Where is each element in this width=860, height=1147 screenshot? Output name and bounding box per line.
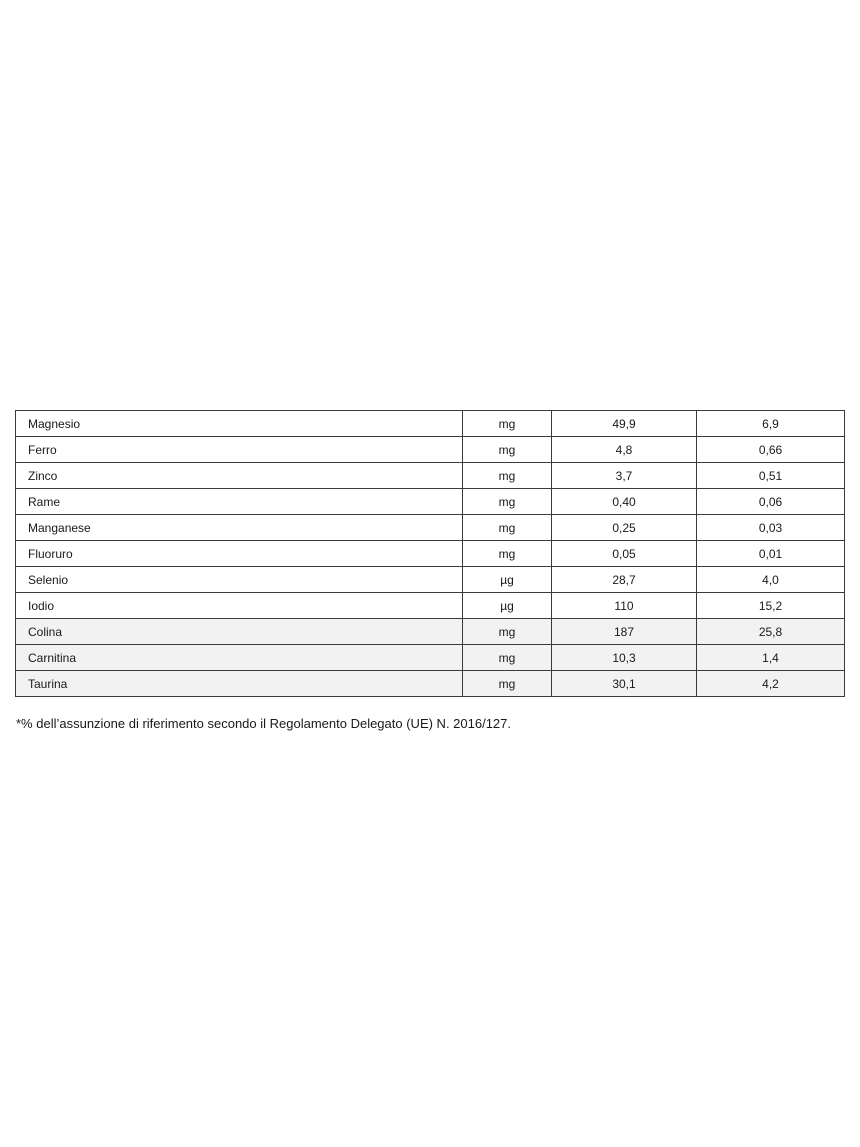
amount-cell: 4,8 [552, 437, 697, 463]
nutrient-name-cell: Manganese [16, 515, 463, 541]
table-row [16, 489, 845, 515]
nutrient-name-cell: Fluoruro [16, 541, 463, 567]
table-row [16, 437, 845, 463]
unit-cell: mg [463, 489, 552, 515]
amount-cell: 110 [552, 593, 697, 619]
table-row [16, 619, 845, 645]
reference-intake-percent-cell: 1,4 [697, 645, 845, 671]
reference-intake-percent-cell: 6,9 [697, 411, 845, 437]
unit-cell: µg [463, 593, 552, 619]
table-row [16, 567, 845, 593]
nutrient-name-cell: Iodio [16, 593, 463, 619]
table-row [16, 645, 845, 671]
unit-cell: µg [463, 567, 552, 593]
reference-intake-percent-cell: 0,66 [697, 437, 845, 463]
nutrient-name-cell: Magnesio [16, 411, 463, 437]
table-row [16, 593, 845, 619]
unit-cell: mg [463, 541, 552, 567]
table-row [16, 411, 845, 437]
unit-cell: mg [463, 515, 552, 541]
unit-cell: mg [463, 671, 552, 697]
unit-cell: mg [463, 437, 552, 463]
reference-intake-footnote: *% dell’assunzione di riferimento secondo il Regolamento Delegato (UE) N. 2016/127. [16, 716, 511, 731]
nutrient-table [15, 410, 845, 697]
amount-cell: 10,3 [552, 645, 697, 671]
amount-cell: 0,25 [552, 515, 697, 541]
amount-cell: 3,7 [552, 463, 697, 489]
reference-intake-percent-cell: 0,51 [697, 463, 845, 489]
table-row [16, 463, 845, 489]
amount-cell: 30,1 [552, 671, 697, 697]
nutrient-name-cell: Carnitina [16, 645, 463, 671]
amount-cell: 0,05 [552, 541, 697, 567]
nutrient-name-cell: Taurina [16, 671, 463, 697]
reference-intake-percent-cell: 15,2 [697, 593, 845, 619]
reference-intake-percent-cell: 25,8 [697, 619, 845, 645]
amount-cell: 0,40 [552, 489, 697, 515]
table-row [16, 541, 845, 567]
nutrient-table-body [16, 411, 845, 697]
nutrient-name-cell: Zinco [16, 463, 463, 489]
reference-intake-percent-cell: 4,0 [697, 567, 845, 593]
nutrient-name-cell: Rame [16, 489, 463, 515]
reference-intake-percent-cell: 0,01 [697, 541, 845, 567]
nutrient-name-cell: Ferro [16, 437, 463, 463]
reference-intake-percent-cell: 0,03 [697, 515, 845, 541]
reference-intake-percent-cell: 4,2 [697, 671, 845, 697]
amount-cell: 187 [552, 619, 697, 645]
amount-cell: 49,9 [552, 411, 697, 437]
unit-cell: mg [463, 645, 552, 671]
nutrient-name-cell: Colina [16, 619, 463, 645]
unit-cell: mg [463, 619, 552, 645]
unit-cell: mg [463, 463, 552, 489]
table-row [16, 515, 845, 541]
unit-cell: mg [463, 411, 552, 437]
amount-cell: 28,7 [552, 567, 697, 593]
nutrient-name-cell: Selenio [16, 567, 463, 593]
reference-intake-percent-cell: 0,06 [697, 489, 845, 515]
table-row [16, 671, 845, 697]
